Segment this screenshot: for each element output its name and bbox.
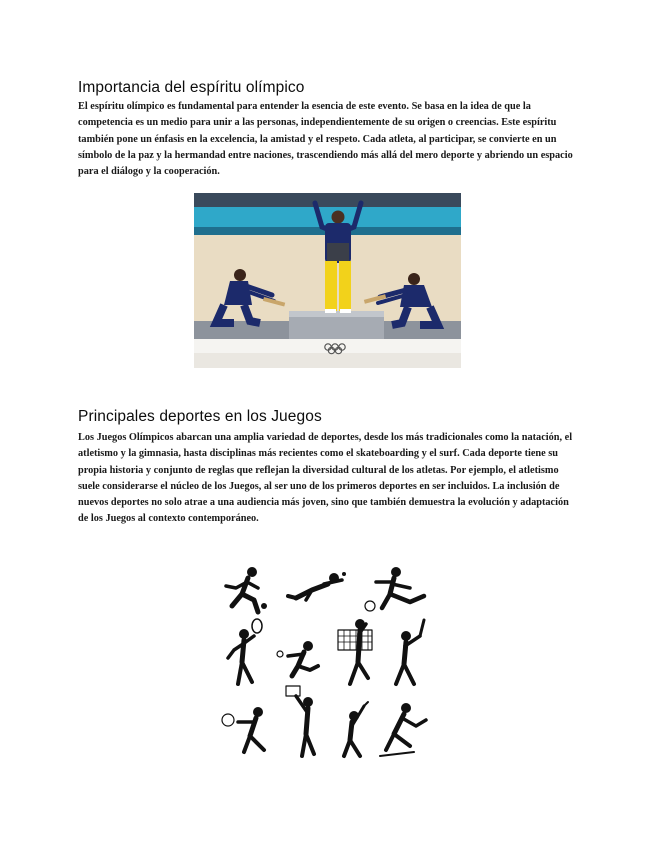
skiing-icon: [380, 703, 426, 756]
volleyball-net-icon: [338, 619, 372, 684]
podium-photo: [194, 193, 461, 368]
podium-center-top: [289, 311, 384, 317]
basketball-icon: [286, 686, 314, 756]
section-paragraph-main-sports: Los Juegos Olímpicos abarcan una amplia variedad de deportes, desde los más tradicionales como la natación, el atletismo y la gimnasia, hasta disciplinas más recientes como el skateboarding y el surf. Cada deporte tiene su propia historia y conjunto de reglas que reflejan la diversidad cultural de los atletas. Por ejemplo, el atletismo suele considerarse el núcleo de los Juegos, al ser uno de los primeros deportes en ser incluidos. La inclusión de nuevos deportes no solo atrae a una audiencia más joven, sino que también demuestra la evolución y adaptación de los Juegos al contexto contemporáneo.: [78, 432, 573, 525]
sports-pictograms: [214, 566, 439, 761]
volleyball-dive-icon: [288, 572, 346, 600]
podium-front: [194, 339, 461, 353]
soccer-icon: [222, 707, 264, 752]
section-paragraph-olympic-spirit: El espíritu olímpico es fundamental para entender la esencia de este evento. Se basa en la idea de que la competencia es un medio para unir a las personas, independientemente de su origen o creencias. Este espíritu también pone un énfasis en la excelencia, la amistad y el respeto. Cada atleta, al participar, se convierte en un símbolo de la paz y la hermandad entre naciones, trascendiendo más allá del mero deporte y abriendo un espacio para el diálogo y la cooperación.: [78, 101, 573, 178]
arena-top: [194, 193, 461, 207]
running-icon: [226, 567, 267, 612]
golf-icon: [344, 702, 368, 756]
badminton-icon: [277, 641, 318, 676]
section-heading-main-sports: Principales deportes en los Juegos: [78, 408, 322, 425]
tennis-icon: [228, 619, 262, 684]
section-heading-olympic-spirit: Importancia del espíritu olímpico: [78, 79, 305, 96]
football-kick-icon: [365, 567, 424, 611]
baseball-bat-icon: [396, 620, 424, 684]
